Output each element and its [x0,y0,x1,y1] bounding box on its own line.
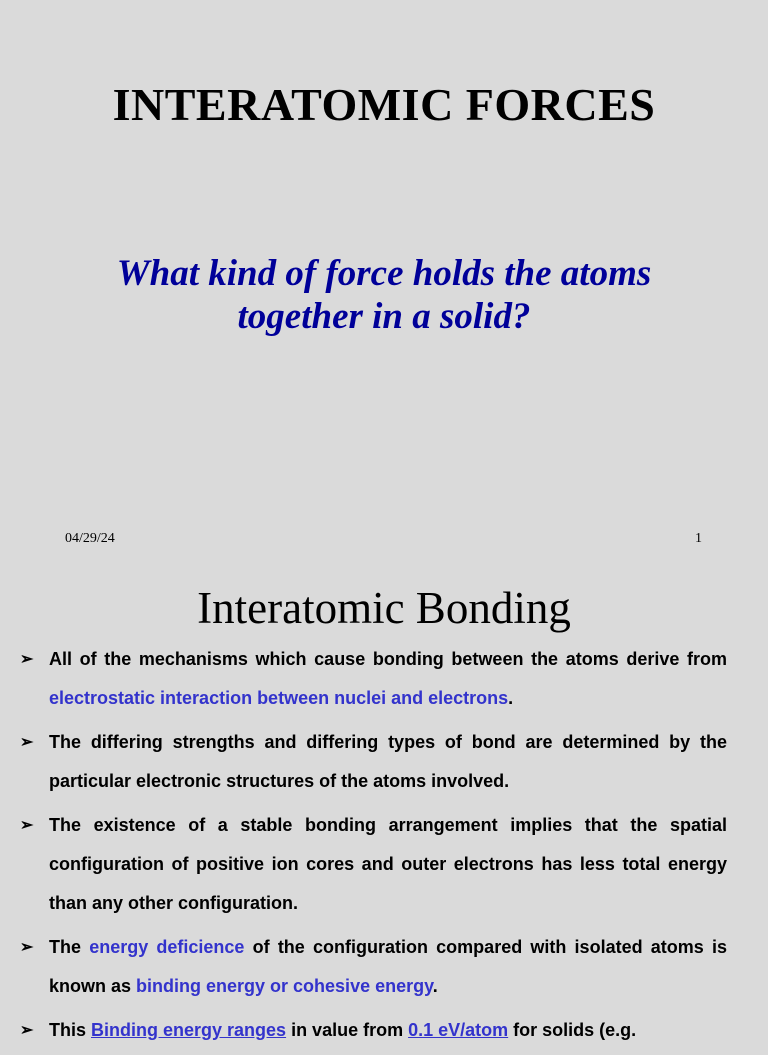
arrow-bullet-icon: ➢ [20,1022,34,1039]
bullet-text: for solids (e.g. [508,1020,637,1040]
arrow-bullet-icon: ➢ [20,651,34,668]
bullet-item-strengths [0,723,768,801]
bullet-item-binding-energy-ranges [0,1011,768,1050]
arrow-bullet-icon: ➢ [20,939,34,956]
arrow-bullet-icon: ➢ [20,734,34,751]
bullet-item-energy-deficience [0,928,768,1006]
bullet-text: The [49,937,90,957]
slide-date: 04/29/24 [65,531,115,546]
bullet-text: . [508,688,514,708]
arrow-bullet-icon: ➢ [20,817,34,834]
bullet-text: All of the mechanisms which cause bonding between the atoms derive from [49,649,727,669]
bullet-text: . [432,976,438,996]
bullet-text: The differing strengths and differing types of bond are determined by the particular electronic structures of the atoms involved. [49,732,727,791]
highlight-text: energy deficience [89,937,245,957]
bullet-text: in value from [286,1020,409,1040]
highlight-text: Binding energy ranges [91,1020,287,1040]
question-line-2: together in a solid? [237,296,531,337]
bullet-item-electrostatic [0,640,768,718]
highlight-text: binding energy or cohesive energy [136,976,433,996]
bullet-text: of the configuration compared with isolated atoms is known as [49,937,727,996]
bullet-text: This [49,1020,92,1040]
slide-2 [0,568,768,1040]
highlight-text: electrostatic interaction between nuclei and electrons [49,688,509,708]
slide-1-question [40,252,728,338]
slide-2-title: Interatomic Bonding [197,583,571,633]
highlight-text: 0.1 eV/atom [408,1020,509,1040]
bullet-text: The existence of a stable bonding arrangement implies that the spatial configuration of positive ion cores and outer electrons has less total energy than any other configuration. [49,815,727,913]
question-line-1: What kind of force holds the atoms [116,253,652,294]
slide-1-title: INTERATOMIC FORCES [112,79,656,130]
slide-number: 1 [695,531,702,546]
bullet-item-stable-arrangement [0,806,768,923]
bullet-list [0,640,768,1055]
